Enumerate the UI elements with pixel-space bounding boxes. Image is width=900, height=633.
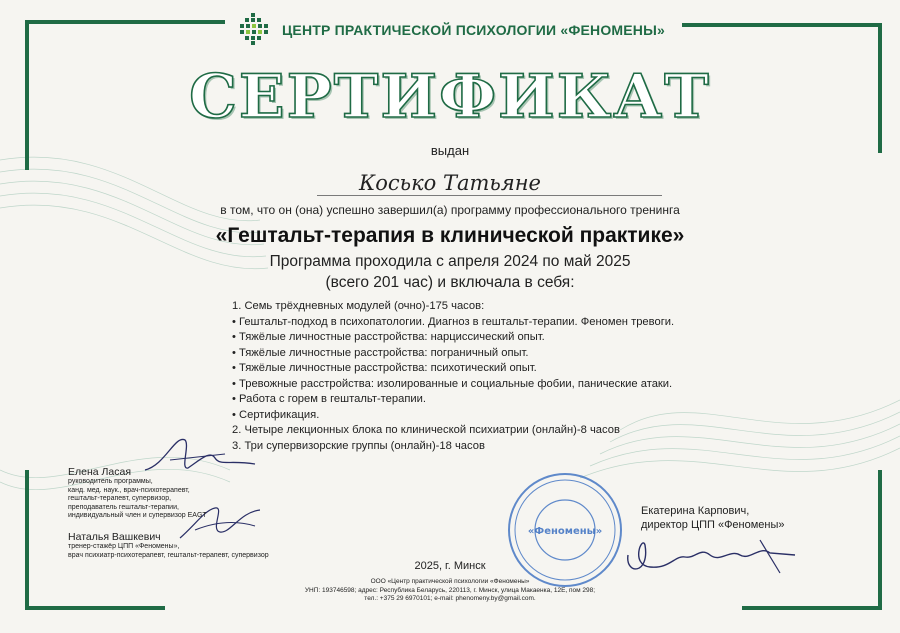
certificate-title: СЕРТИФИКАТ [189, 62, 711, 132]
corner-top-left-h [25, 20, 225, 24]
list-item: • Тяжёлые личностные расстройства: психотический опыт. [232, 362, 537, 374]
corner-top-right-h [682, 23, 882, 27]
signatory-role: руководитель программы, [68, 478, 153, 485]
signatory-role: тренер-стажёр ЦПП «Феномены», [68, 543, 180, 550]
signatory-lasaya [68, 466, 207, 521]
course-title: «Гештальт-терапия в клинической практике» [215, 224, 685, 247]
signatory-role: индивидуальный член и супервизор EAGT [68, 512, 207, 519]
signatory-name: Елена Ласая [68, 466, 132, 478]
recipient-name: Косько Татьяне [359, 171, 541, 195]
official-stamp [505, 470, 625, 590]
program-list [232, 299, 674, 454]
issued-label: выдан [430, 143, 470, 158]
list-item: • Тяжёлые личностные расстройства: пограничный опыт. [232, 346, 529, 359]
signatory-vashkevich [68, 531, 269, 560]
list-item: 2. Четыре лекционных блока по клинической психиатрии (онлайн)-8 часов [232, 424, 620, 436]
signatory-role: директор ЦПП «Феномены» [641, 519, 785, 531]
signature-karpovich [620, 525, 800, 585]
recipient-underline [317, 195, 662, 196]
signatory-role: преподаватель гештальт-терапии, [68, 503, 179, 511]
footer-line: УНП: 193746598; адрес: Республика Беларусь, 220113, г. Минск, улица Макаенка, 12Е, пом 298; [304, 586, 596, 594]
signatory-name: Екатерина Карпович, [641, 505, 750, 517]
signatory-karpovich [641, 504, 785, 532]
city-year: 2025, г. Минск [414, 560, 486, 572]
list-item: • Тревожные расстройства: изолированные и социальные фобии, панические атаки. [232, 377, 673, 390]
completion-text: в том, что он (она) успешно завершил(а) программу профессионального тренинга [220, 203, 680, 217]
logo-icon [239, 13, 269, 45]
stamp-text: «Феномены» [527, 526, 603, 537]
program-period: Программа проходила с апреля 2024 по май 2025 [269, 253, 631, 270]
program-total: (всего 201 час) и включала в себя: [325, 274, 575, 291]
signatory-name: Наталья Вашкевич [68, 531, 161, 543]
list-item: 3. Три супервизорские группы (онлайн)-18 часов [232, 439, 485, 452]
footer-line: тел.: +375 29 6970101; e-mail: phenomeny.by@gmail.com. [364, 595, 536, 602]
signatory-role: врач психиатр-психотерапевт, гештальт-терапевт, супервизор [68, 551, 269, 559]
footer-requisites [0, 578, 900, 604]
list-item: • Сертификация. [232, 408, 320, 421]
corner-bottom-left-h [25, 606, 165, 610]
list-item: • Гештальт-подход в психопатологии. Диагноз в гештальт-терапии. Феномен тревоги. [232, 315, 675, 328]
list-item: 1. Семь трёхдневных модулей (очно)-175 часов: [232, 300, 485, 312]
signatory-role: гештальт-терапевт, супервизор, [68, 495, 172, 502]
list-item: • Работа с горем в гештальт-терапии. [232, 393, 427, 405]
corner-bottom-right-h [742, 606, 882, 610]
footer-line: ООО «Центр практической психологии «Феномены» [370, 578, 530, 585]
list-item: • Тяжёлые личностные расстройства: нарциссический опыт. [232, 331, 545, 343]
org-name: ЦЕНТР ПРАКТИЧЕСКОЙ ПСИХОЛОГИИ «ФЕНОМЕНЫ» [282, 22, 666, 38]
signatory-role: канд. мед. наук., врач-психотерапевт, [68, 486, 190, 494]
